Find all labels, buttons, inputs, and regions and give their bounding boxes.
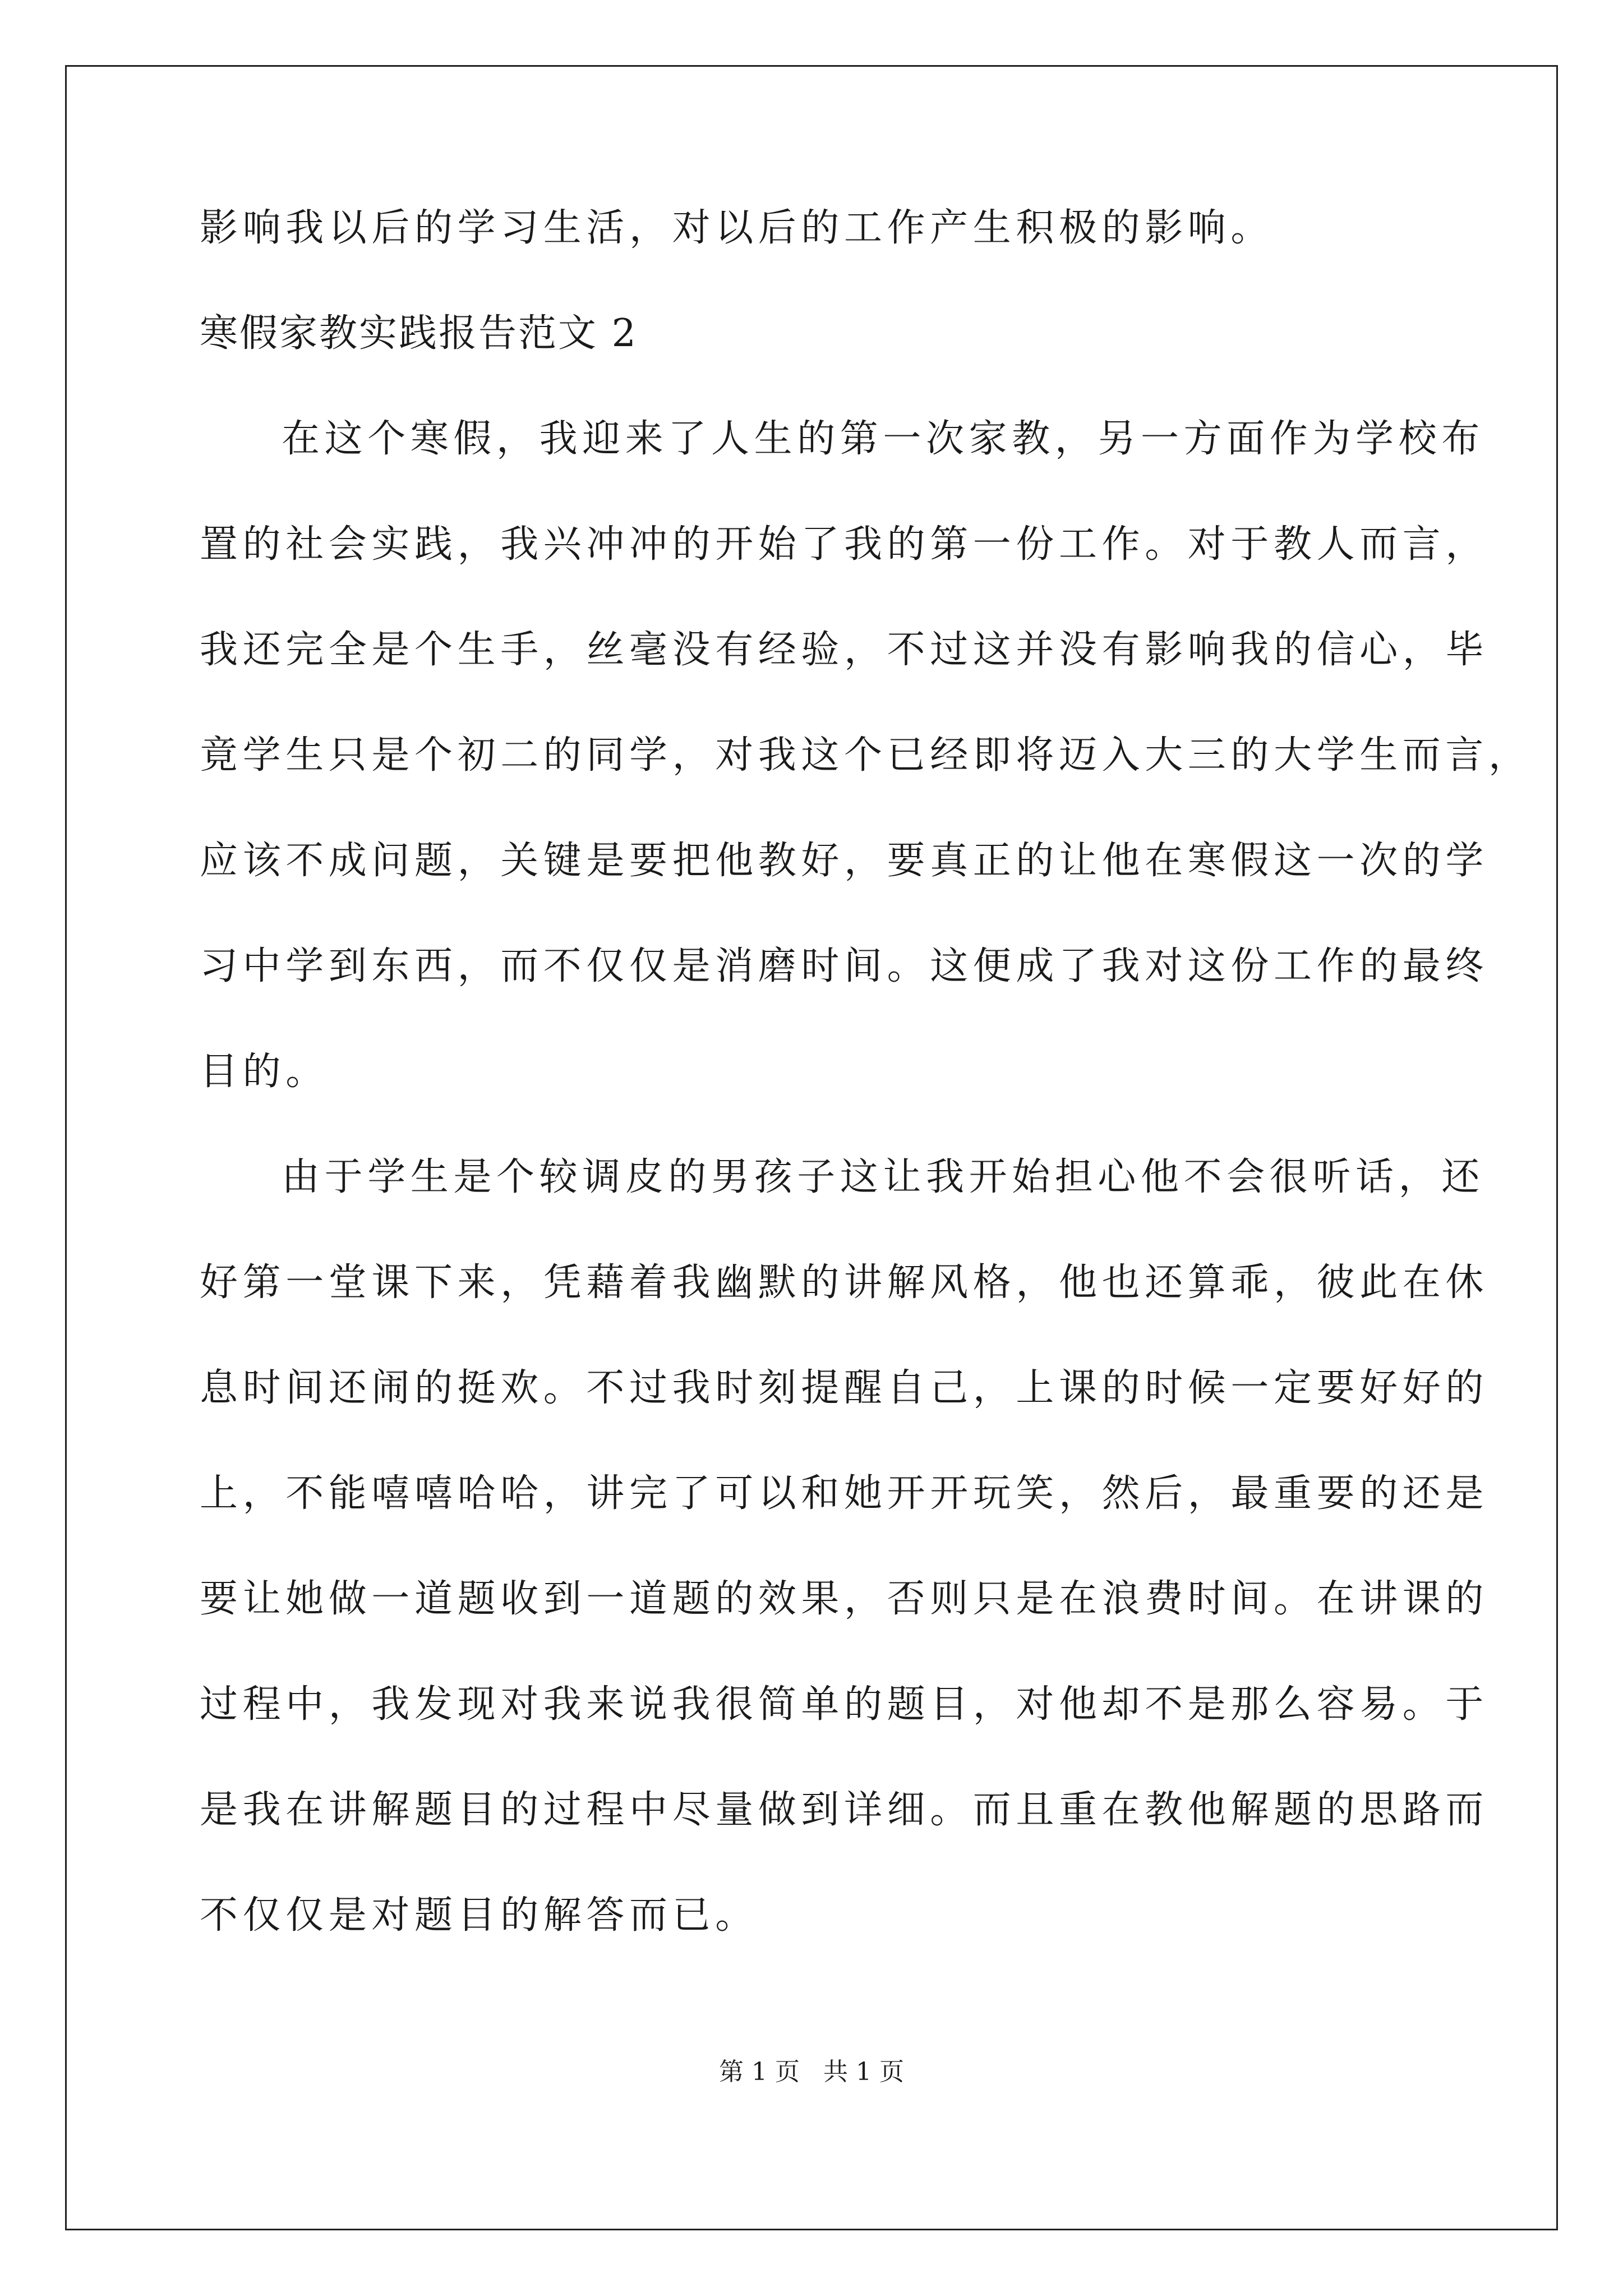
paragraph-line: 是我在讲解题目的过程中尽量做到详细。而且重在教他解题的思路而	[200, 1788, 1489, 1832]
paragraph-line: 在这个寒假，我迎来了人生的第一次家教，另一方面作为学校布	[282, 417, 1484, 461]
paragraph-line: 竟学生只是个初二的同学，对我这个已经即将迈入大三的大学生而言，	[200, 733, 1532, 777]
paragraph-line: 应该不成问题，关键是要把他教好，要真正的让他在寒假这一次的学	[200, 839, 1489, 883]
paragraph-line: 好第一堂课下来，凭藉着我幽默的讲解风格，他也还算乖，彼此在休	[200, 1260, 1489, 1305]
paragraph-line: 我还完全是个生手，丝毫没有经验，不过这并没有影响我的信心，毕	[200, 628, 1489, 672]
page-number-footer: 第 1 页 共 1 页	[719, 2058, 904, 2086]
paragraph-line: 上，不能嘻嘻哈哈，讲完了可以和她开开玩笑，然后，最重要的还是	[200, 1471, 1489, 1516]
section-heading: 寒假家教实践报告范文 2	[200, 311, 638, 356]
paragraph-line: 影响我以后的学习生活，对以后的工作产生积极的影响。	[200, 206, 1274, 250]
paragraph-line: 息时间还闹的挺欢。不过我时刻提醒自己，上课的时候一定要好好的	[200, 1366, 1489, 1410]
paragraph-line: 由于学生是个较调皮的男孩子这让我开始担心他不会很听话，还	[282, 1155, 1484, 1199]
paragraph-line: 要让她做一道题收到一道题的效果，否则只是在浪费时间。在讲课的	[200, 1577, 1489, 1621]
paragraph-line: 置的社会实践，我兴冲冲的开始了我的第一份工作。对于教人而言，	[200, 522, 1489, 567]
paragraph-line: 习中学到东西，而不仅仅是消磨时间。这便成了我对这份工作的最终	[200, 944, 1489, 988]
paragraph-line: 目的。	[200, 1050, 329, 1094]
paragraph-line: 不仅仅是对题目的解答而已。	[200, 1893, 758, 1938]
document-body	[200, 206, 1532, 2000]
paragraph-line: 过程中，我发现对我来说我很简单的题目，对他却不是那么容易。于	[200, 1682, 1489, 1727]
